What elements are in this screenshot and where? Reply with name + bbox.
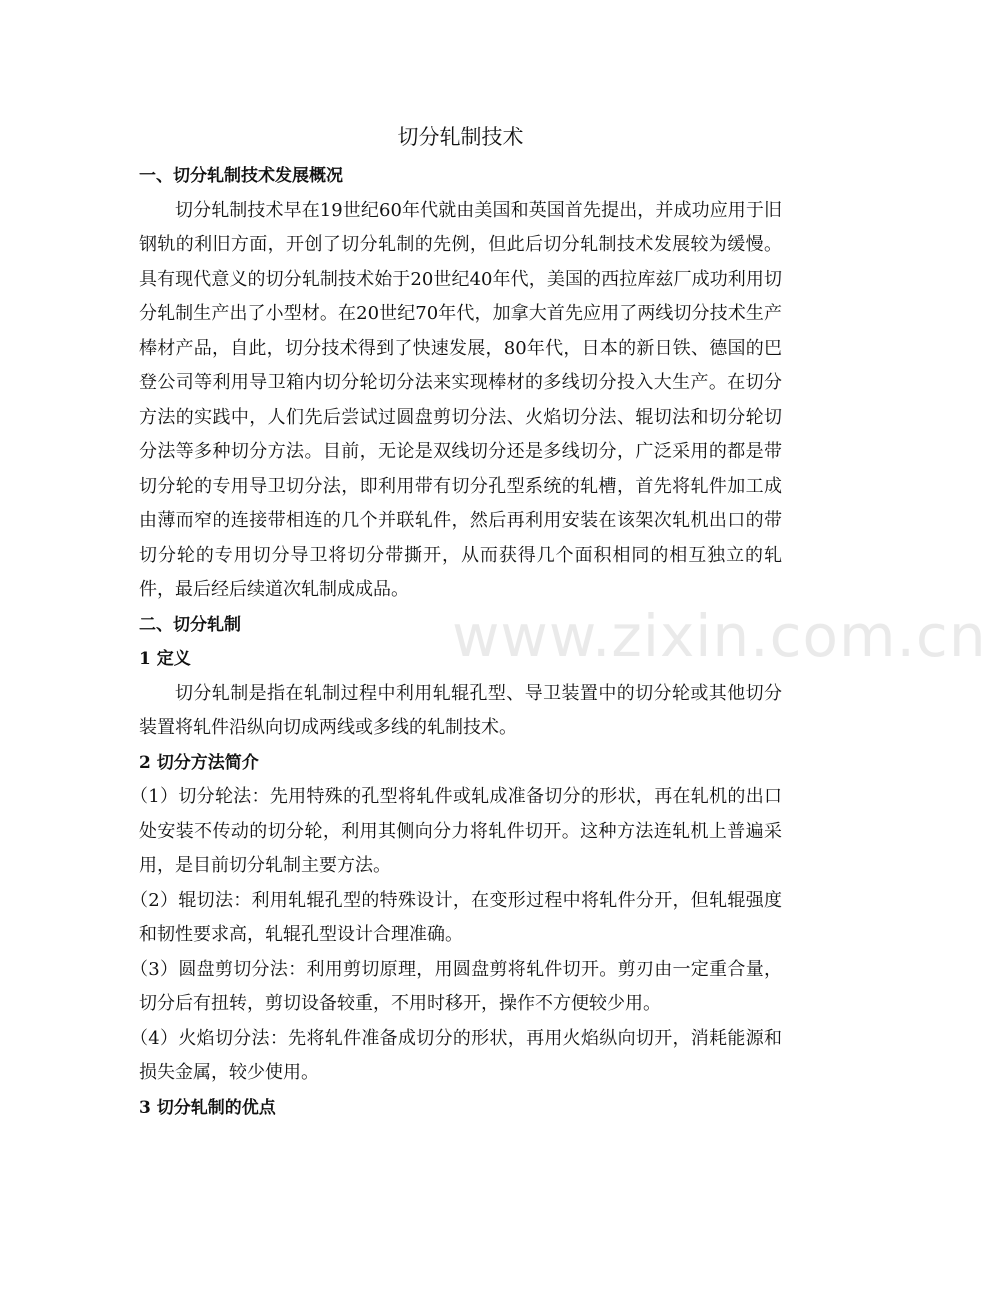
document-body [130, 117, 782, 1125]
method-item-3: （3）圆盘剪切分法：利用剪切原理，用圆盘剪将轧件切开。剪刃由一定重合量，切分后有扭转，剪切设备较重，不用时移开，操作不方便较少用。 [130, 958, 782, 1014]
document-title: 切分轧制技术 [397, 125, 524, 149]
subsection-heading-advantages: 3 切分轧制的优点 [139, 1097, 276, 1118]
watermark-text: www.zixin.com.cn [452, 602, 987, 670]
section-heading-2: 二、切分轧制 [139, 614, 241, 635]
method-item-1: （1）切分轮法：先用特殊的孔型将轧件或轧成准备切分的形状，再在轧机的出口处安装不传动的切分轮，利用其侧向分力将轧件切开。这种方法连轧机上普遍采用，是目前切分轧制主要方法。 [130, 786, 782, 876]
section-1-paragraph: 切分轧制技术早在19世纪60年代就由美国和英国首先提出，并成功应用于旧钢轨的利旧方面，开创了切分轧制的先例，但此后切分轧制技术发展较为缓慢。具有现代意义的切分轧制技术始于20世纪40年代，美国的西拉库兹厂成功利用切分轧制生产出了小型材。在20世纪70年代，加拿大首先应用了两线切分技术生产棒材产品，自此，切分技术得到了快速发展，80年代，日本的新日铁、德国的巴登公司等利用导卫箱内切分轮切分法来实现棒材的多线切分投入大生产。在切分方法的实践中，人们先后尝试过圆盘剪切分法、火焰切分法、辊切法和切分轮切分法等多种切分方法。目前，无论是双线切分还是多线切分，广泛采用的都是带切分轮的专用导卫切分法，即利用带有切分孔型系统的轧槽，首先将轧件加工成由薄而窄的连接带相连的几个并联轧件，然后再利用安装在该架次轧机出口的带切分轮的专用切分导卫将切分带撕开，从而获得几个面积相同的相互独立的轧件，最后经后续道次轧制成成品。 [139, 199, 782, 600]
method-item-4: （4）火焰切分法：先将轧件准备成切分的形状，再用火焰纵向切开，消耗能源和损失金属，较少使用。 [130, 1027, 782, 1083]
method-item-2: （2）辊切法：利用轧辊孔型的特殊设计，在变形过程中将轧件分开，但轧辊强度和韧性要求高，轧辊孔型设计合理准确。 [130, 889, 782, 945]
subsection-heading-definition: 1 定义 [139, 649, 191, 669]
definition-paragraph: 切分轧制是指在轧制过程中利用轧辊孔型、导卫装置中的切分轮或其他切分装置将轧件沿纵向切成两线或多线的轧制技术。 [139, 682, 782, 738]
subsection-heading-methods: 2 切分方法简介 [139, 752, 259, 773]
section-heading-1: 一、切分轧制技术发展概况 [139, 166, 343, 186]
